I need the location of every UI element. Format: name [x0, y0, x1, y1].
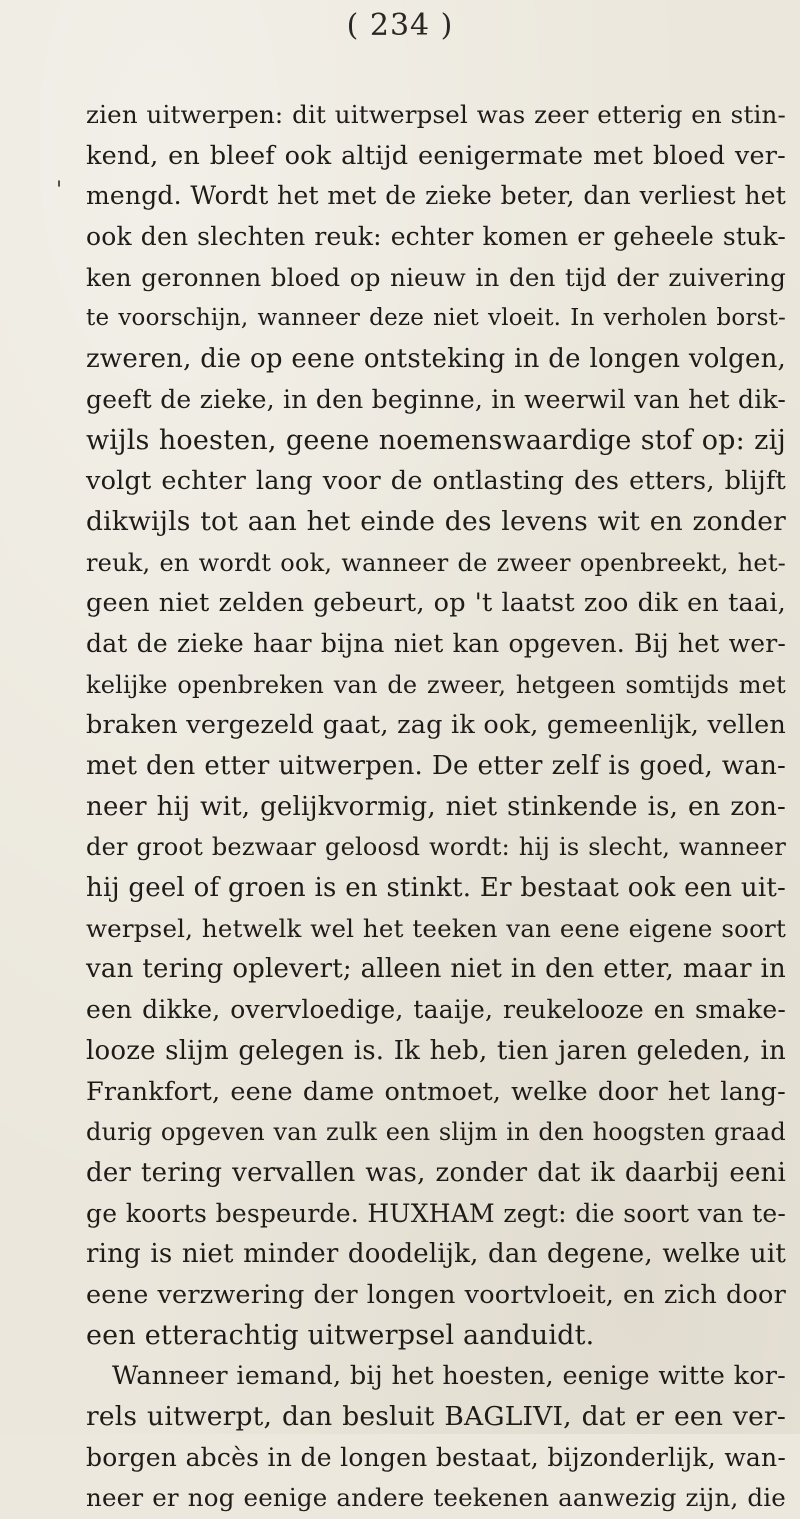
- text-line: neer hij wit, gelijkvormig, niet stinkende is, en zon-: [86, 791, 786, 822]
- text-line: dat de zieke haar bijna niet kan opgeven. Bij het wer-: [86, 628, 786, 658]
- text-line: der groot bezwaar geloosd wordt: hij is slecht, wanneer: [86, 833, 786, 862]
- text-line: geen niet zelden gebeurt, op 't laatst zoo dik en taai,: [86, 588, 786, 619]
- text-line: dikwijls tot aan het einde des levens wit en zonder: [86, 505, 786, 537]
- text-line: met den etter uitwerpen. De etter zelf is goed, wan-: [86, 751, 786, 781]
- text-line: van tering oplevert; alleen niet in den etter, maar in: [86, 954, 786, 985]
- text-line: ken geronnen bloed op nieuw in den tijd der zuivering: [86, 262, 786, 292]
- margin-mark: ': [56, 178, 63, 203]
- text-line: werpsel, hetwelk wel het teeken van eene eigene soort: [86, 913, 786, 943]
- text-line: wijls hoesten, geene noemenswaardige stof op: zij: [86, 424, 786, 456]
- text-line: kend, en bleef ook altijd eenigermate met bloed ver-: [86, 140, 786, 171]
- text-line-paragraph-start: Wanneer iemand, bij het hoesten, eenige witte kor-: [112, 1361, 786, 1392]
- text-line: borgen abcès in de longen bestaat, bijzonderlijk, wan-: [86, 1442, 786, 1472]
- text-line: zweren, die op eene ontsteking in de longen volgen,: [86, 344, 786, 375]
- text-line: een dikke, overvloedige, taaije, reukelooze en smake-: [86, 995, 786, 1025]
- text-line: mengd. Wordt het met de zieke beter, dan verliest het: [86, 181, 786, 211]
- text-line: hij geel of groen is en stinkt. Er bestaat ook een uit-: [86, 873, 786, 904]
- text-line: volgt echter lang voor de ontlasting des etters, blijft: [86, 466, 786, 497]
- text-line: geeft de zieke, in den beginne, in weerwil van het dik-: [86, 384, 786, 414]
- text-line: braken vergezeld gaat, zag ik ook, gemeenlijk, vellen: [86, 710, 786, 741]
- text-line: te voorschijn, wanneer deze niet vloeit. In verholen borst-: [86, 305, 786, 332]
- text-line: reuk, en wordt ook, wanneer de zweer openbreekt, het-: [86, 548, 786, 577]
- text-line: Frankfort, eene dame ontmoet, welke door het lang-: [86, 1076, 786, 1107]
- body-text: [86, 95, 786, 1519]
- text-line: zien uitwerpen: dit uitwerpsel was zeer etterig en stin-: [86, 100, 786, 129]
- page-number: ( 234 ): [346, 8, 454, 43]
- text-line: kelijke openbreken van de zweer, hetgeen somtijds met: [86, 670, 786, 699]
- text-line: ge koorts bespeurde. HUXHAM zegt: die soort van te-: [86, 1198, 786, 1228]
- text-line: ring is niet minder doodelijk, dan degene, welke uit: [86, 1239, 786, 1270]
- text-line-paragraph-end: een etterachtig uitwerpsel aanduidt.: [86, 1319, 595, 1351]
- text-line: durig opgeven van zulk een slijm in den hoogsten graad: [86, 1118, 786, 1147]
- text-line: ook den slechten reuk: echter komen er geheele stuk-: [86, 222, 786, 252]
- text-line: looze slijm gelegen is. Ik heb, tien jaren geleden, in: [86, 1035, 786, 1066]
- text-line: der tering vervallen was, zonder dat ik daarbij eeni: [86, 1157, 786, 1188]
- text-line: rels uitwerpt, dan besluit BAGLIVI, dat er een ver-: [86, 1401, 786, 1432]
- text-line: neer er nog eenige andere teekenen aanwezig zijn, die: [86, 1483, 786, 1513]
- text-line: eene verzwering der longen voortvloeit, en zich door: [86, 1279, 786, 1310]
